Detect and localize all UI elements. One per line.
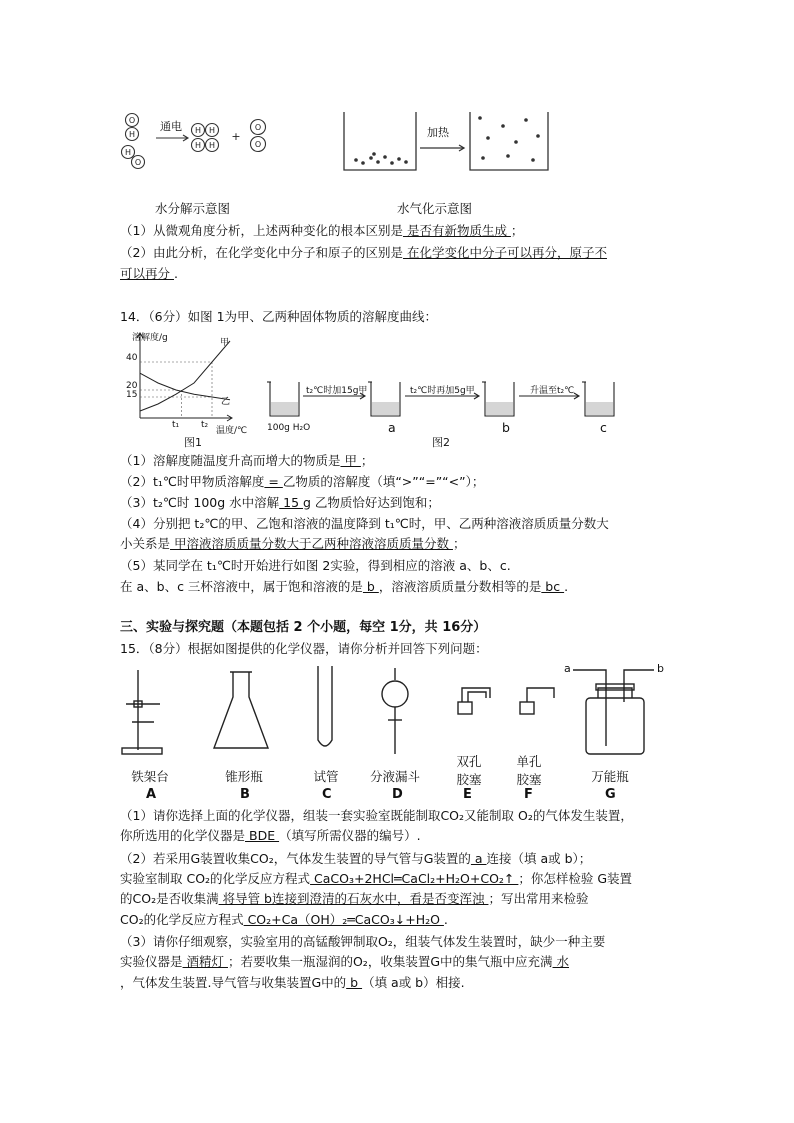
q13-2-post: .	[173, 266, 178, 281]
svg-text:O: O	[128, 116, 136, 125]
iron-stand-drawing	[122, 670, 162, 754]
fig1-caption: 图1	[184, 436, 202, 449]
graph-ytick-20: 20	[126, 381, 138, 391]
bottle-port-b: b	[657, 662, 664, 675]
q15-p2b	[120, 870, 632, 888]
fig2-beaker-b: b	[502, 420, 510, 435]
q14-s1	[120, 452, 373, 470]
apparatus-D-name: 分液漏斗	[369, 769, 420, 784]
q15-1-text: 你所选用的化学仪器是	[120, 828, 246, 843]
svg-text:H: H	[124, 148, 132, 157]
electrolysis-arrow-label: 通电	[160, 120, 182, 133]
graph-ytick-40: 40	[126, 353, 138, 363]
q15-3-mid: ；若要收集一瓶湿润的O₂，收集装置G中的集气瓶中应充满	[227, 954, 553, 969]
section3-heading: 三、实验与探究题（本题包括 2 个小题，每空 1分，共 16分）	[120, 620, 487, 635]
q15-p3a: （3）请你仔细观察，实验室用的高锰酸钾制取O₂，组装气体发生装置时，缺少一种主要	[120, 934, 606, 949]
graph-series-b-label: 乙	[221, 397, 231, 407]
q15-3-text: 实验仪器是	[120, 954, 183, 969]
solubility-graph	[122, 328, 252, 428]
q15-3-answer-1: 酒精灯	[182, 954, 228, 969]
q13-2-answer: 在化学变化中分子可以再分，原子不	[402, 245, 607, 260]
svg-text:H: H	[194, 141, 202, 150]
separatory-funnel-drawing	[382, 668, 408, 754]
fig2-beaker-a: a	[388, 420, 396, 435]
bottle-port-a: a	[564, 662, 571, 675]
q15-2b-text: 实验室制取 CO₂的化学反应方程式	[120, 871, 311, 886]
q15-1-post: （填写所需仪器的编号）.	[279, 828, 421, 843]
q14-5-mid: ，溶液溶质质量分数相等的是	[378, 579, 542, 594]
q15-2c-post: ；写出常用来检验	[488, 891, 589, 906]
svg-text:+: +	[231, 130, 241, 143]
fig-caption-vaporization: 水气化示意图	[397, 201, 473, 216]
q15-2b-answer: CaCO₃+2HCl═CaCl₂+H₂O+CO₂↑	[310, 871, 519, 886]
curve-series-b	[140, 373, 230, 400]
q14-3-post: g 乙物质恰好达到饱和；	[303, 495, 440, 510]
q15-2c-text: 的CO₂是否收集满	[120, 891, 219, 906]
q14-s5: （5）某同学在 t₁℃时开始进行如图 2实验，得到相应的溶液 a、b、c.	[120, 558, 511, 573]
apparatus-A-letter: A	[146, 787, 157, 802]
q14-1-text: （1）溶解度随温度升高而增大的物质是	[120, 453, 341, 468]
q13-2-text: （2）由此分析，在化学变化中分子和原子的区别是	[120, 245, 403, 260]
q15-p2c	[120, 890, 588, 908]
svg-text:H: H	[128, 130, 136, 139]
q15-3c-text: ，气体发生装置.导气管与收集装置G中的	[120, 975, 347, 990]
q14-4-answer: 甲溶液溶质质量分数大于乙两种溶液溶质质量分数	[170, 536, 453, 551]
q15-p2a	[120, 850, 591, 868]
apparatus-A-name: 铁架台	[131, 769, 169, 784]
q13-line-1	[120, 222, 523, 240]
q14-s6	[120, 578, 568, 596]
q14-title: 14．（6分）如图 1为甲、乙两种固体物质的溶解度曲线：	[120, 309, 438, 324]
q14-s2	[120, 473, 484, 491]
fig2-step1-label: t₂℃时加15g甲	[306, 386, 368, 396]
q13-1-post: ；	[510, 223, 524, 238]
q14-5-answer-1: b	[362, 579, 379, 594]
q13-2-answer-cont: 可以再分	[120, 266, 174, 281]
fig2-water-label: 100g H₂O	[267, 423, 311, 433]
q14-5-post: .	[564, 579, 569, 594]
fig-caption-decomposition: 水分解示意图	[155, 201, 231, 216]
conical-flask-drawing	[214, 672, 268, 748]
q15-2d-text: CO₂的化学反应方程式	[120, 912, 244, 927]
q15-2a-answer: a	[470, 851, 487, 866]
svg-text:H: H	[194, 126, 202, 135]
q14-3-answer: 15	[279, 495, 304, 510]
q14-1-post: ；	[360, 453, 374, 468]
apparatus-E-letter: E	[463, 787, 472, 802]
apparatus-B-letter: B	[240, 787, 250, 802]
q13-1-answer: 是否有新物质生成	[402, 223, 511, 238]
fig2-beaker-c: c	[600, 420, 607, 435]
apparatus-B-name: 锥形瓶	[225, 769, 263, 784]
test-tube-drawing	[318, 666, 332, 746]
q14-5-answer-2: bc	[541, 579, 565, 594]
q14-2-text: （2）t₁℃时甲物质溶解度	[120, 474, 265, 489]
q14-s4b	[120, 535, 465, 553]
apparatus-E-name-1: 双孔	[456, 754, 482, 769]
q15-2c-answer: 将导管 b连接到澄清的石灰水中，看是否变浑浊	[218, 891, 489, 906]
q15-2a-text: （2）若采用G装置收集CO₂，气体发生装置的导气管与G装置的	[120, 851, 471, 866]
apparatus-F-name-1: 单孔	[516, 754, 542, 769]
water-vaporization-diagram	[338, 108, 558, 178]
one-hole-stopper-drawing	[520, 688, 554, 714]
graph-xtick-t1: t₁	[172, 420, 180, 430]
fig2-step3-label: 升温至t₂℃	[530, 386, 575, 396]
q15-3c-answer: b	[346, 975, 363, 990]
curve-series-a	[140, 341, 230, 411]
q15-2d-answer: CO₂+Ca（OH）₂═CaCO₃↓+H₂O	[243, 912, 444, 927]
graph-xtick-t2: t₂	[201, 420, 209, 430]
graph-series-a-label: 甲	[220, 338, 230, 348]
q15-2d-post: .	[443, 912, 448, 927]
apparatus-D-letter: D	[392, 787, 403, 802]
q14-s4: （4）分别把 t₂℃的甲、乙饱和溶液的温度降到 t₁℃时，甲、乙两种溶液溶质质量分数大	[120, 516, 609, 531]
q15-3-answer-2: 水	[552, 954, 569, 969]
q15-p1b	[120, 827, 421, 845]
apparatus-G-letter: G	[605, 787, 616, 802]
fig2-caption: 图2	[432, 436, 450, 449]
q15-1-answer: BDE	[245, 828, 280, 843]
graph-ytick-15: 15	[126, 390, 138, 400]
q15-2b-post: ；你怎样检验 G装置	[518, 871, 633, 886]
q14-s3	[120, 494, 440, 512]
q13-1-text: （1）从微观角度分析，上述两种变化的根本区别是	[120, 223, 403, 238]
graph-xlabel: 温度/℃	[216, 426, 248, 436]
q15-3c-post: （填 a或 b）相接.	[362, 975, 465, 990]
svg-text:O: O	[254, 140, 262, 149]
q14-5-text: 在 a、b、c 三杯溶液中，属于饱和溶液的是	[120, 579, 363, 594]
q14-2-answer: =	[264, 474, 283, 489]
apparatus-C-letter: C	[322, 787, 332, 802]
fig2-step2-label: t₂℃时再加5g甲	[410, 386, 475, 396]
q14-4-text: 小关系是	[120, 536, 171, 551]
universal-bottle-drawing	[573, 670, 654, 754]
q13-line-2	[120, 244, 607, 262]
apparatus-illustrations	[118, 662, 668, 758]
q14-1-answer: 甲	[340, 453, 361, 468]
apparatus-G-name: 万能瓶	[591, 769, 629, 784]
q15-p3b	[120, 953, 569, 971]
q14-2-post: 乙物质的溶解度（填“>”“=”“<”）；	[282, 474, 485, 489]
q15-p2d	[120, 911, 448, 929]
q14-4-post: ；	[452, 536, 466, 551]
water-decomposition-diagram	[118, 108, 278, 178]
q15-title: 15．（8分）根据如图提供的化学仪器，请你分析并回答下列问题：	[120, 641, 488, 656]
q15-p3c	[120, 974, 465, 992]
q13-line-3	[120, 265, 178, 283]
svg-text:O: O	[134, 158, 142, 167]
svg-text:O: O	[254, 123, 262, 132]
apparatus-F-letter: F	[524, 787, 533, 802]
q14-3-text: （3）t₂℃时 100g 水中溶解	[120, 495, 280, 510]
q15-2a-post: 连接（填 a或 b）；	[486, 851, 592, 866]
apparatus-F-name-2: 胶塞	[516, 772, 542, 787]
q15-p1a: （1）请你选择上面的化学仪器，组装一套实验室既能制取CO₂又能制取 O₂的气体发生装置，	[120, 808, 633, 823]
two-hole-stopper-drawing	[458, 688, 490, 714]
svg-text:H: H	[208, 141, 216, 150]
apparatus-C-name: 试管	[313, 769, 339, 784]
svg-text:H: H	[208, 126, 216, 135]
apparatus-E-name-2: 胶塞	[456, 772, 482, 787]
heating-arrow-label: 加热	[427, 126, 449, 139]
graph-ylabel: 溶解度/g	[132, 333, 168, 343]
